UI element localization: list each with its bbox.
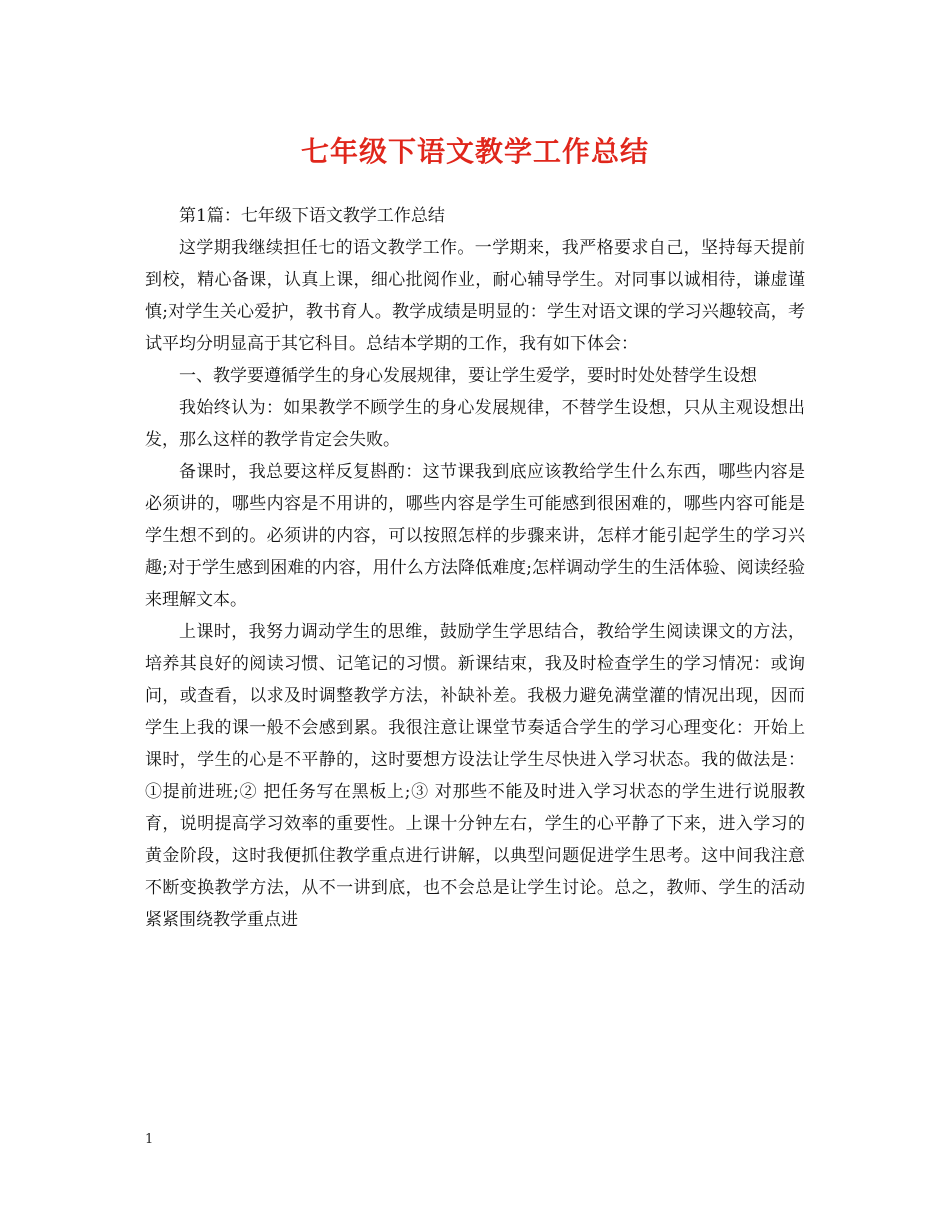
paragraph-section-one-heading: 一、教学要遵循学生的身心发展规律，要让学生爱学，要时时处处替学生设想	[179, 366, 757, 386]
document-body	[145, 200, 805, 936]
paragraph-in-class: 上课时，我努力调动学生的思维，鼓励学生学思结合，教给学生阅读课文的方法，培养其良好的阅读习惯、记笔记的习惯。新课结束，我及时检查学生的学习情况：或询问，或查看，以求及时调整教学方法，补缺补差。我极力避免满堂灌的情况出现，因而学生上我的课一般不会感到累。我很注意让课堂节奏适合学生的学习心理变化：开始上课时，学生的心是不平静的，这时要想方设法让学生尽快进入学习状态。我的做法是：①提前进班;② 把任务写在黑板上;③ 对那些不能及时进入学习状态的学生进行说服教育，说明提高学习效率的重要性。上课十分钟左右，学生的心平静了下来，进入学习的黄金阶段，这时我便抓住教学重点进行讲解，以典型问题促进学生思考。这中间我注意不断变换教学方法，从不一讲到底，也不会总是让学生讨论。总之，教师、学生的活动紧紧围绕教学重点进	[145, 622, 805, 930]
paragraph-intro: 这学期我继续担任七的语文教学工作。一学期来，我严格要求自己，坚持每天提前到校，精心备课，认真上课，细心批阅作业，耐心辅导学生。对同事以诚相待，谦虚谨慎;对学生关心爱护，教书育人。教学成绩是明显的：学生对语文课的学习兴趣较高，考试平均分明显高于其它科目。总结本学期的工作，我有如下体会：	[145, 238, 805, 354]
page-number: 1	[145, 1132, 154, 1147]
paragraph-heading: 第1篇：七年级下语文教学工作总结	[179, 206, 445, 226]
paragraph-lesson-prep: 备课时，我总要这样反复斟酌：这节课我到底应该教给学生什么东西，哪些内容是必须讲的，哪些内容是不用讲的，哪些内容是学生可能感到很困难的，哪些内容可能是学生想不到的。必须讲的内容，可以按照怎样的步骤来讲，怎样才能引起学生的学习兴趣;对于学生感到困难的内容，用什么方法降低难度;怎样调动学生的生活体验、阅读经验来理解文本。	[145, 462, 805, 610]
document-title: 七年级下语文教学工作总结	[300, 135, 649, 168]
paragraph-belief: 我始终认为：如果教学不顾学生的身心发展规律，不替学生设想，只从主观设想出发，那么这样的教学肯定会失败。	[145, 398, 805, 450]
